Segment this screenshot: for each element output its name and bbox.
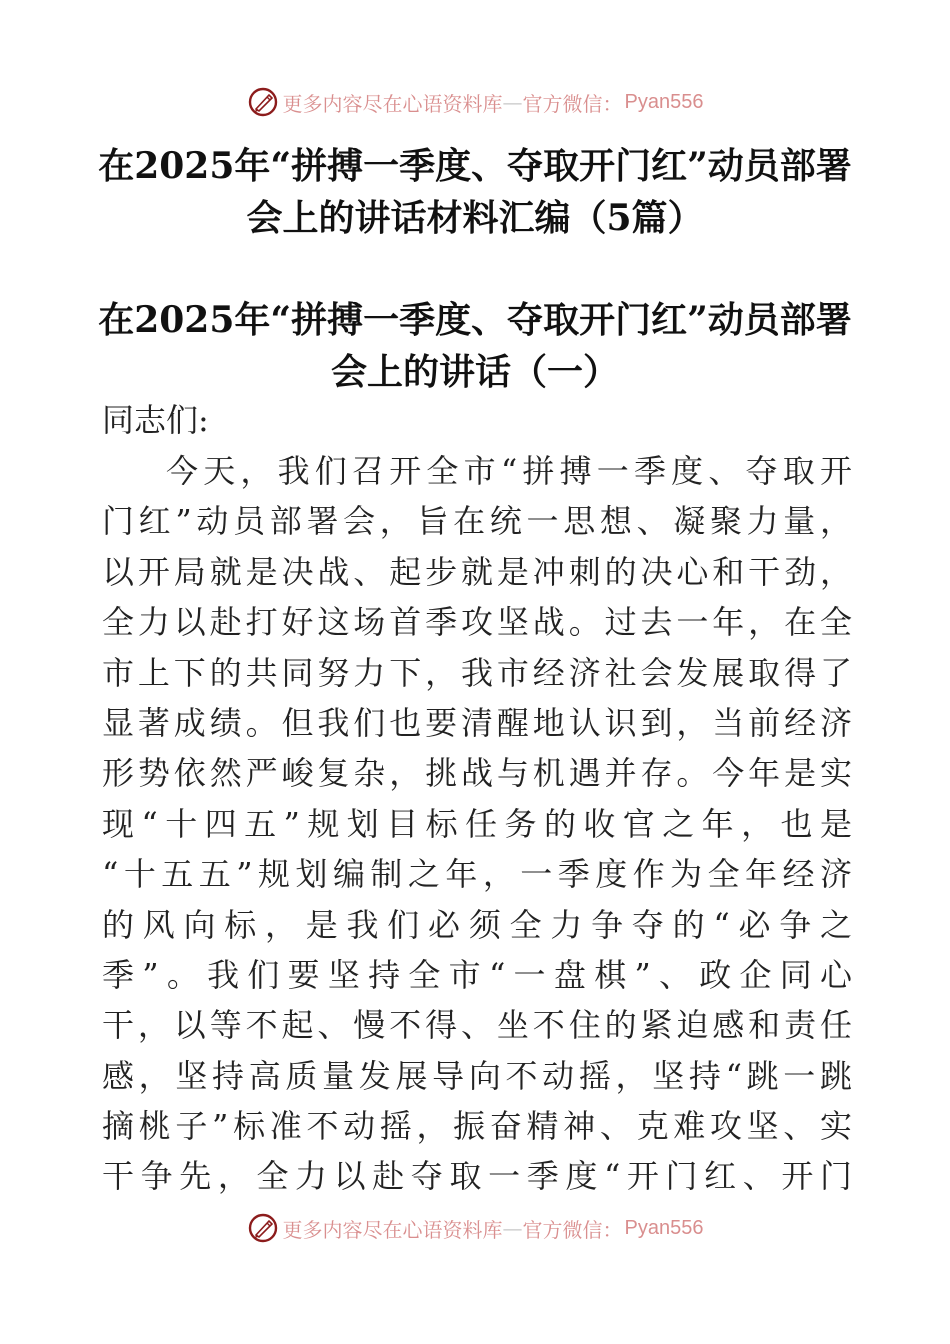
paragraph-line: 全力以赴打好这场首季攻坚战。过去一年，在全: [102, 603, 852, 642]
paragraph-line: 季”。我们要坚持全市“一盘棋”、政企同心: [102, 955, 852, 994]
section-title: [95, 294, 855, 398]
paragraph-line: 市上下的共同努力下，我市经济社会发展取得了: [102, 653, 852, 692]
paragraph-line: 摘桃子”标准不动摇，振奋精神、克难攻坚、实: [102, 1107, 852, 1146]
document-title: [95, 140, 855, 244]
paragraph-line: 的风向标，是我们必须全力争夺的“必争之: [102, 905, 852, 944]
paragraph-line: 干争先，全力以赴夺取一季度“开门红、开门: [102, 1157, 852, 1196]
paragraph-line: 今天，我们召开全市“拼搏一季度、夺取开: [166, 452, 852, 490]
paragraph-line: 门红”动员部署会，旨在统一思想、凝聚力量，: [102, 502, 852, 541]
watermark-text: 更多内容尽在心语资料库: [282, 1217, 503, 1242]
salutation: 同志们:: [102, 401, 209, 439]
pen-logo-icon: [247, 86, 279, 118]
document-title-line: 会上的讲话材料汇编（5篇）: [246, 197, 704, 239]
watermark-separator: —: [502, 90, 523, 114]
section-title-line: 在2025年“拼搏一季度、夺取开门红”动员部署: [98, 299, 852, 341]
paragraph-line: 形势依然严峻复杂，挑战与机遇并存。今年是实: [102, 754, 852, 793]
paragraph-line: “十五五”规划编制之年，一季度作为全年经济: [102, 855, 852, 894]
header-watermark: [0, 82, 950, 122]
watermark-separator: —: [502, 1216, 523, 1240]
pen-logo-icon: [247, 1212, 279, 1244]
body-paragraph: [102, 446, 852, 1202]
footer-watermark: [0, 1208, 950, 1248]
paragraph-line: 感，坚持高质量发展导向不动摇，坚持“跳一跳: [102, 1056, 852, 1095]
paragraph-line: 以开局就是决战、起步就是冲刺的决心和干劲，: [102, 552, 852, 591]
paragraph-line: 显著成绩。但我们也要清醒地认识到，当前经济: [102, 703, 852, 742]
watermark-wechat-id: Pyan556: [624, 1216, 704, 1239]
paragraph-line: 现“十四五”规划目标任务的收官之年，也是: [102, 804, 852, 843]
watermark-text: 更多内容尽在心语资料库: [282, 91, 503, 116]
watermark-wechat-id: Pyan556: [624, 90, 704, 113]
paragraph-line: 干，以等不起、慢不得、坐不住的紧迫感和责任: [102, 1006, 852, 1045]
document-title-line: 在2025年“拼搏一季度、夺取开门红”动员部署: [98, 145, 852, 187]
watermark-wechat-label: 官方微信：: [522, 91, 623, 116]
section-title-line: 会上的讲话（一）: [330, 351, 619, 393]
watermark-wechat-label: 官方微信：: [522, 1217, 623, 1242]
